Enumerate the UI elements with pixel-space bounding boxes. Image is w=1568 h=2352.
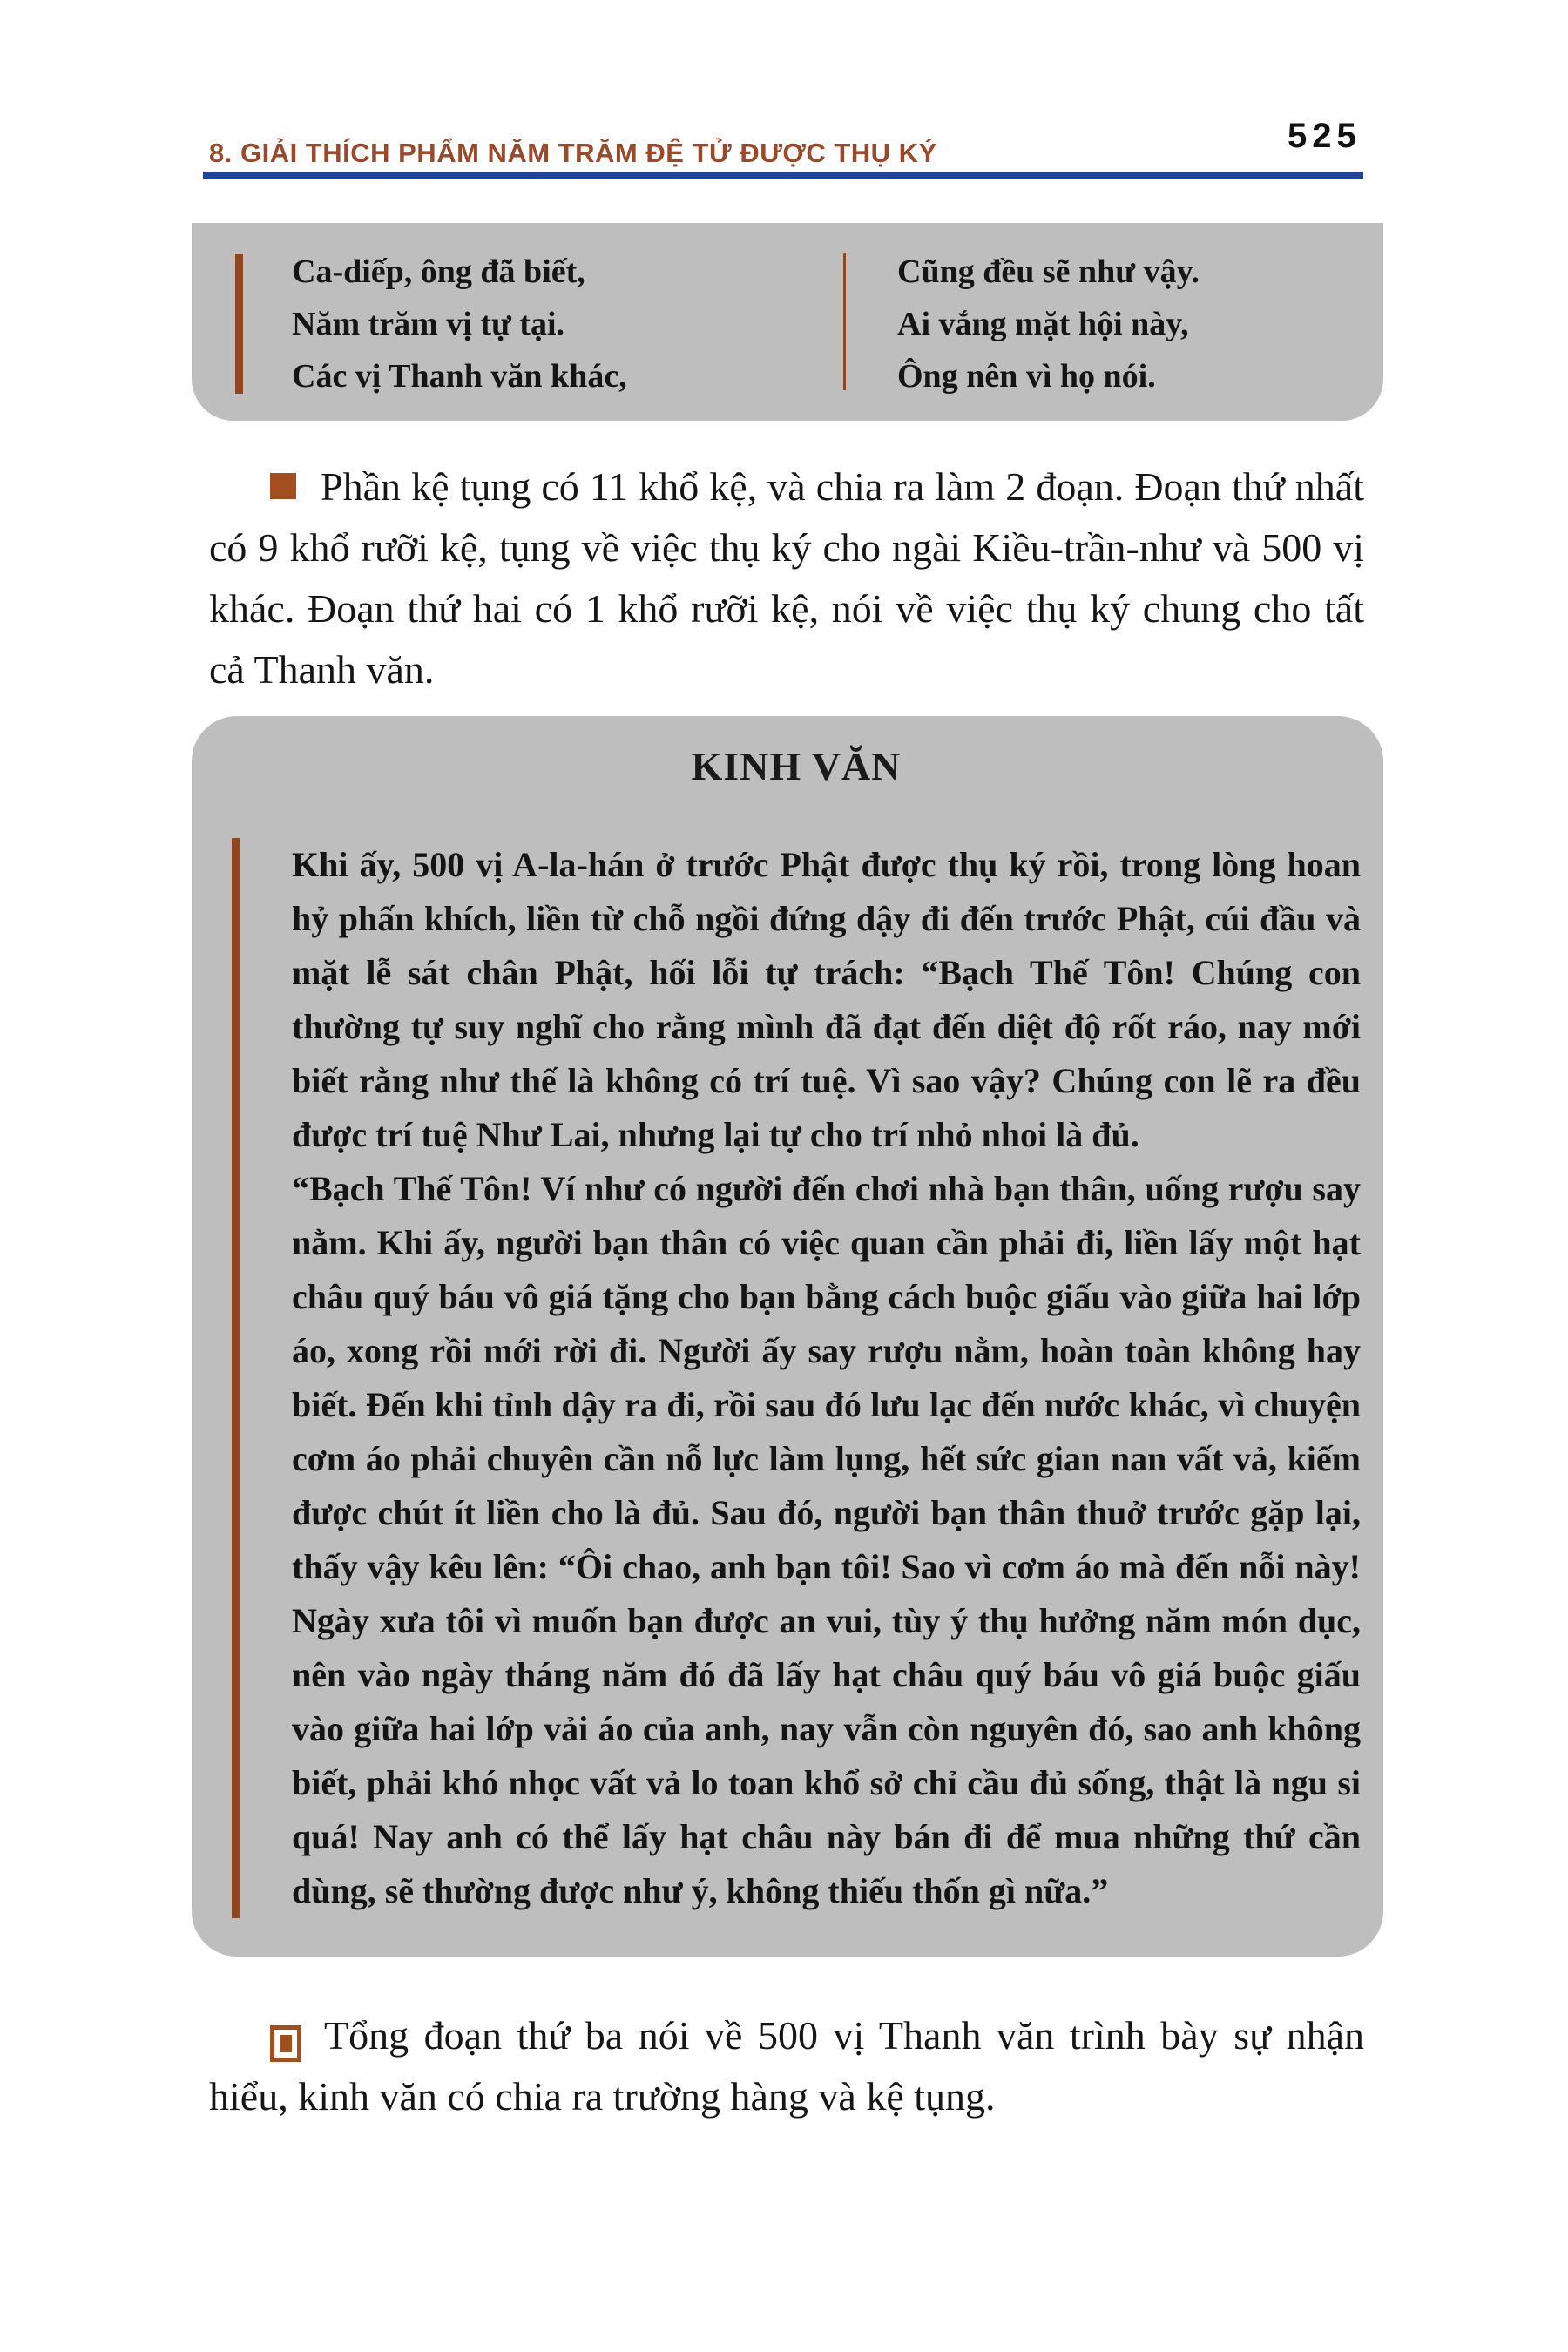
verse-line: Các vị Thanh văn khác, <box>292 358 627 395</box>
kinh-van-heading: KINH VĂN <box>691 744 902 788</box>
chapter-title: 8. GIẢI THÍCH PHẨM NĂM TRĂM ĐỆ TỬ ĐƯỢC THỤ KÝ <box>209 138 937 168</box>
verse-line: Ca-diếp, ông đã biết, <box>292 253 585 290</box>
verse-right-column <box>897 246 1200 402</box>
verse-column-divider <box>843 253 846 390</box>
verse-left-column <box>292 246 627 402</box>
outlined-square-bullet-icon <box>270 2025 301 2062</box>
commentary-text: Tổng đoạn thứ ba nói về 500 vị Thanh văn trình bày sự nhận hiểu, kinh văn có chia ra trường hàng và kệ tụng. <box>209 2013 1364 2119</box>
kinh-van-quote <box>232 838 1361 1918</box>
solid-square-bullet-icon <box>270 473 296 499</box>
commentary-paragraph <box>209 2005 1364 2127</box>
commentary-paragraph <box>209 456 1364 700</box>
verse-line: Năm trăm vị tự tại. <box>292 306 564 342</box>
kinh-van-paragraph: Khi ấy, 500 vị A-la-hán ở trước Phật được thụ ký rồi, trong lòng hoan hỷ phấn khích, liền từ chỗ ngồi đứng dậy đi đến trước Phật, cúi đầu và mặt lễ sát chân Phật, hối lỗi tự trách: “Bạch Thế Tôn! Chúng con thường tự suy nghĩ cho rằng mình đã đạt đến diệt độ rốt ráo, nay mới biết rằng như thế là không có trí tuệ. Vì sao vậy? Chúng con lẽ ra đều được trí tuệ Như Lai, nhưng lại tự cho trí nhỏ nhoi là đủ. <box>292 845 1361 1154</box>
verse-line: Cũng đều sẽ như vậy. <box>897 253 1200 290</box>
main-content <box>0 456 1568 2127</box>
page-number: 525 <box>1288 117 1362 155</box>
commentary-text: Phần kệ tụng có 11 khổ kệ, và chia ra làm 2 đoạn. Đoạn thứ nhất có 9 khổ rưỡi kệ, tụng về việc thụ ký cho ngài Kiều-trần-như và 500 vị khác. Đoạn thứ hai có 1 khổ rưỡi kệ, nói về việc thụ ký chung cho tất cả Thanh văn. <box>209 464 1364 692</box>
kinh-van-paragraph: “Bạch Thế Tôn! Ví như có người đến chơi nhà bạn thân, uống rượu say nằm. Khi ấy, người bạn thân có việc quan cần phải đi, liền lấy một hạt châu quý báu vô giá tặng cho bạn bằng cách buộc giấu vào giữa hai lớp áo, xong rồi mới rời đi. Người ấy say rượu nằm, hoàn toàn không hay biết. Đến khi tỉnh dậy ra đi, rồi sau đó lưu lạc đến nước khác, vì chuyện cơm áo phải chuyên cần nỗ lực làm lụng, hết sức gian nan vất vả, kiếm được chút ít liền cho là đủ. Sau đó, người bạn thân thuở trước gặp lại, thấy vậy kêu lên: “Ôi chao, anh bạn tôi! Sao vì cơm áo mà đến nỗi này! Ngày xưa tôi vì muốn bạn được an vui, tùy ý thụ hưởng năm món dục, nên vào ngày tháng năm đó đã lấy hạt châu quý báu vô giá buộc giấu vào giữa hai lớp vải áo của anh, nay vẫn còn nguyên đó, sao anh không biết, phải khó nhọc vất vả lo toan khổ sở chỉ cầu đủ sống, thật là ngu si quá! Nay anh có thể lấy hạt châu này bán đi để mua những thứ cần dùng, sẽ thường được như ý, không thiếu thốn gì nữa.” <box>292 1169 1361 1910</box>
verse-line: Ông nên vì họ nói. <box>897 358 1156 395</box>
kinh-van-box <box>192 716 1383 1957</box>
verse-line: Ai vắng mặt hội này, <box>897 306 1189 342</box>
header-rule <box>203 172 1363 179</box>
verse-left-bar <box>235 254 243 394</box>
verse-box <box>192 223 1383 421</box>
